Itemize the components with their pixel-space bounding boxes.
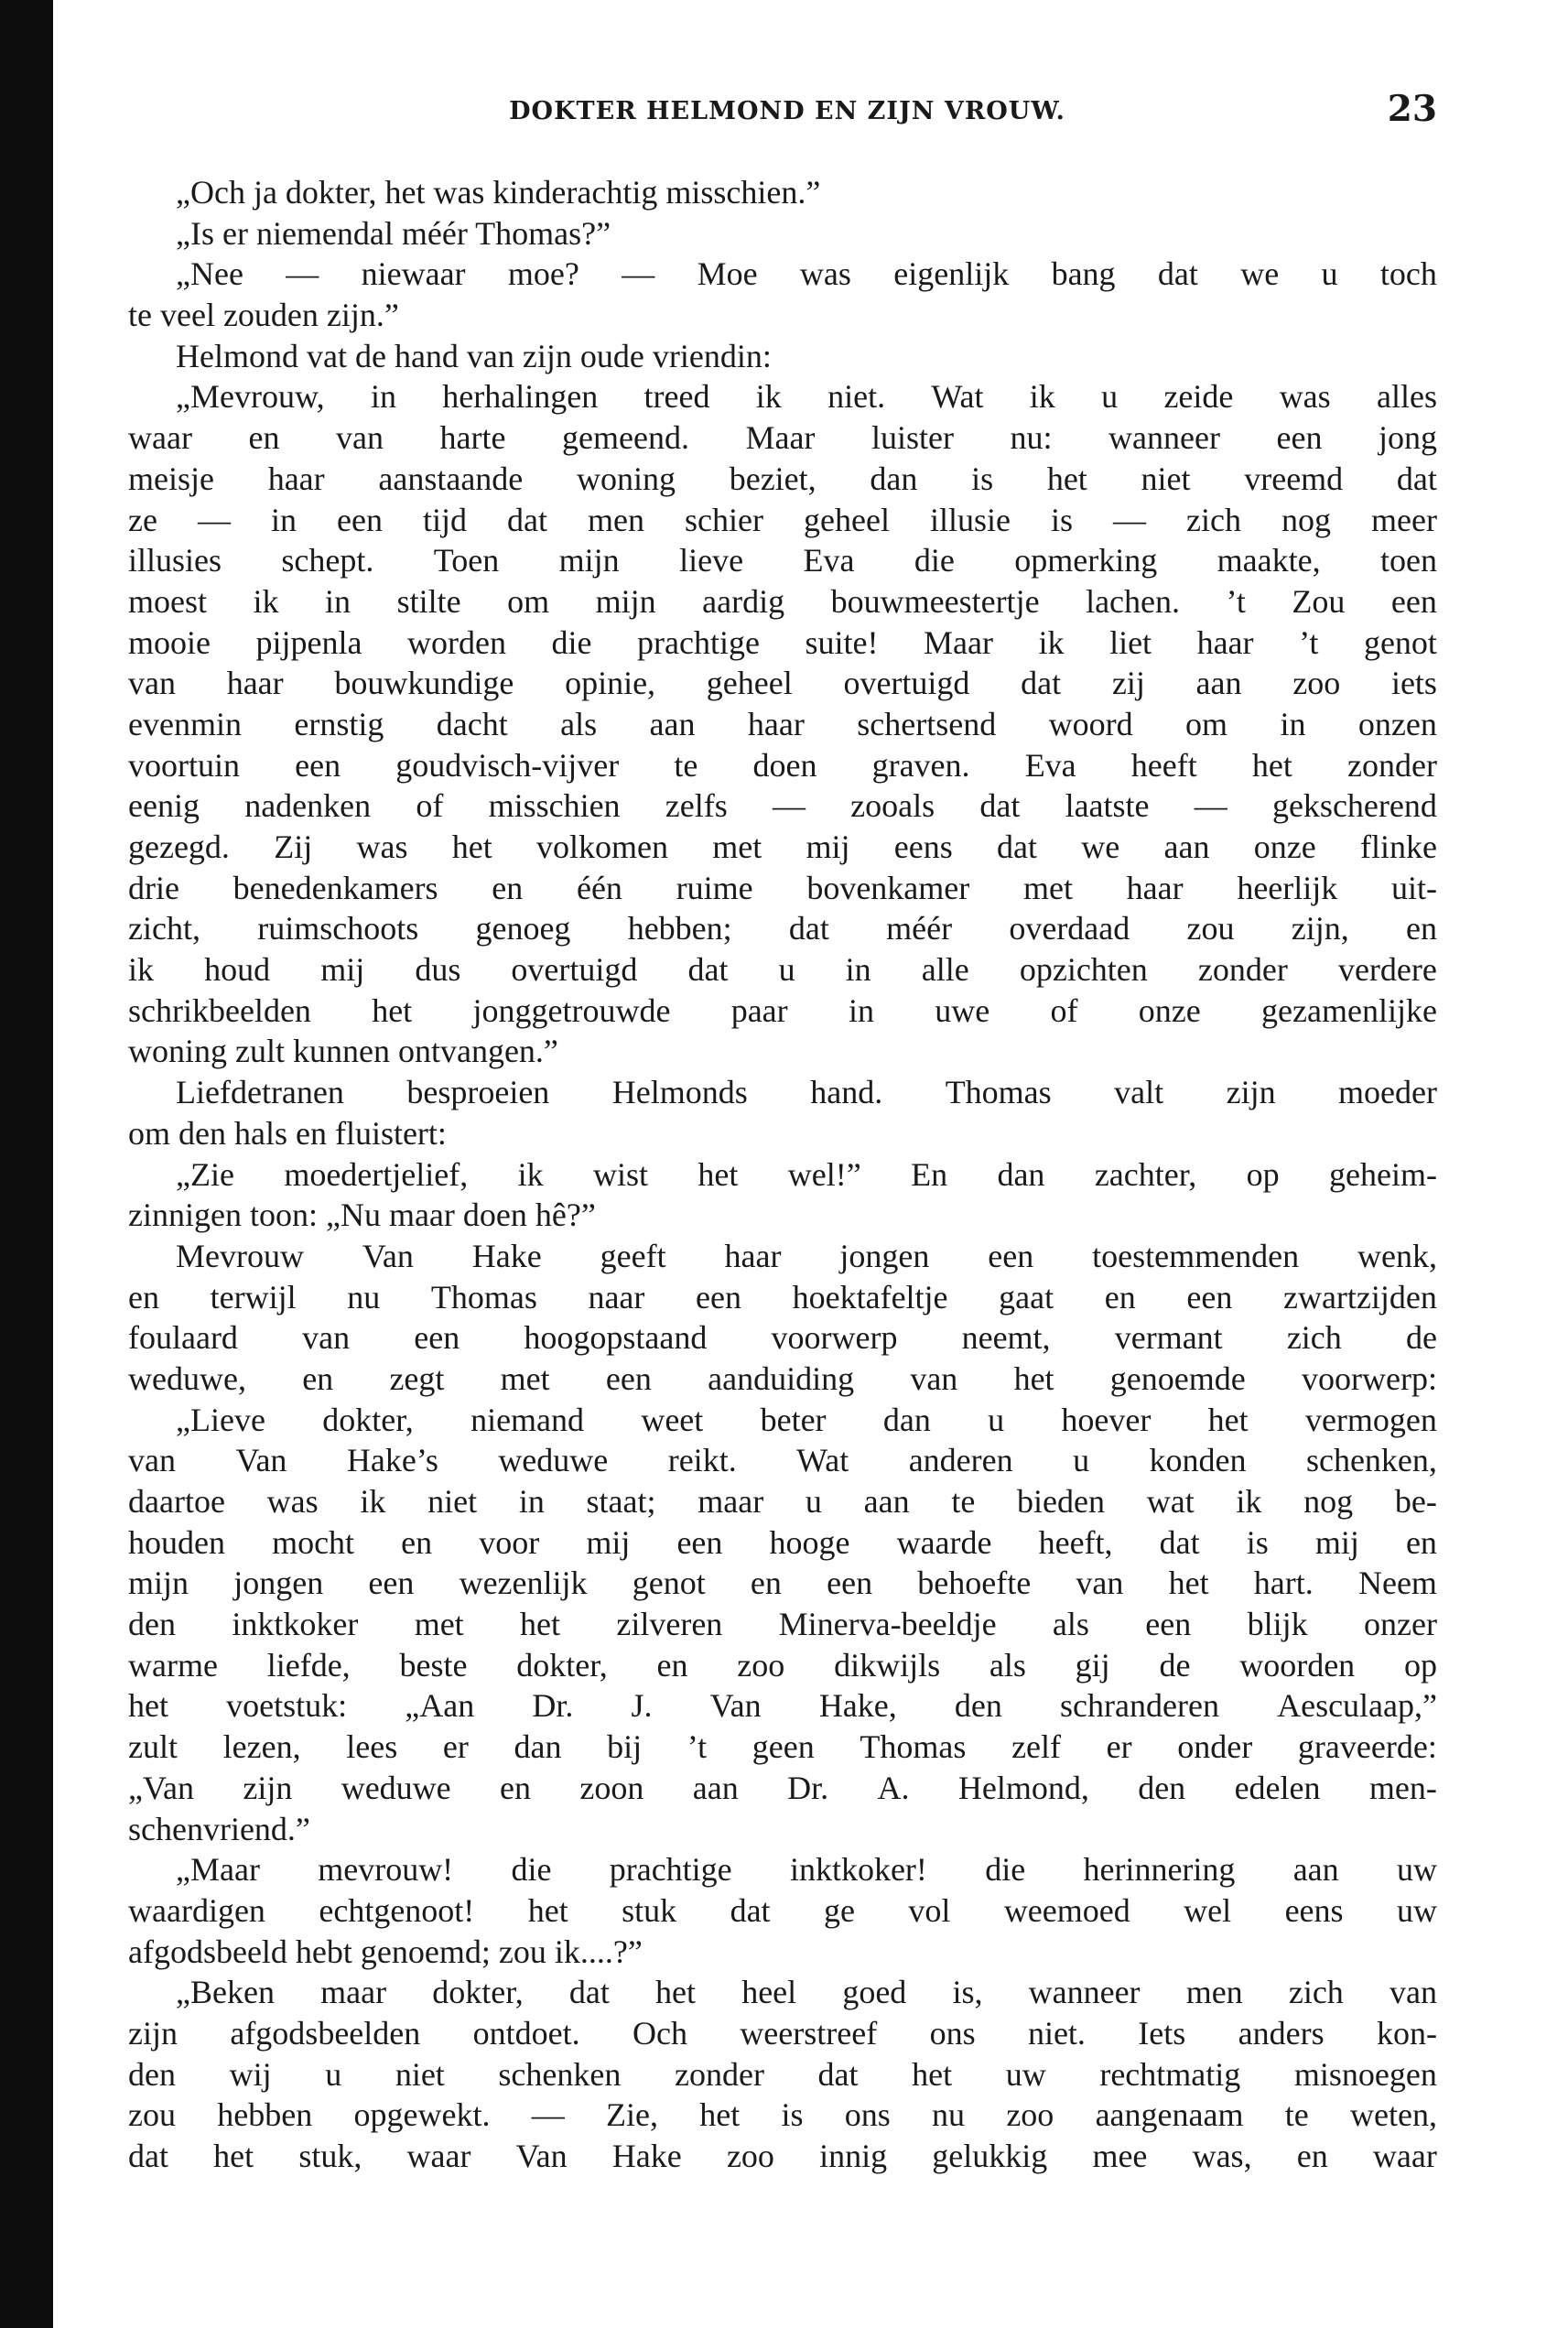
text-line: zou hebben opgewekt. — Zie, het is ons nu zoo aangenaam te weten, [128, 2096, 1437, 2134]
text-line: weduwe, en zegt met een aanduiding van het genoemde voorwerp: [128, 1359, 1437, 1397]
text-line: van Van Hake’s weduwe reikt. Wat anderen u konden schenken, [128, 1442, 1437, 1479]
text-line: warme liefde, beste dokter, en zoo dikwijls als gij de woorden op [128, 1646, 1437, 1684]
text-line: „Mevrouw, in herhalingen treed ik niet. Wat ik u zeide was alles [176, 378, 1437, 416]
text-line: „Maar mevrouw! die prachtige inktkoker! die herinnering aan uw [176, 1851, 1437, 1889]
running-head [137, 88, 1437, 143]
text-line: ik houd mij dus overtuigd dat u in alle opzichten zonder verdere [128, 951, 1437, 989]
text-line: houden mocht en voor mij een hooge waarde heeft, dat is mij en [128, 1523, 1437, 1561]
text-line: Liefdetranen besproeien Helmonds hand. Thomas valt zijn moeder [176, 1074, 1437, 1111]
text-line: meisje haar aanstaande woning beziet, dan is het niet vreemd dat [128, 460, 1437, 497]
text-line: zicht, ruimschoots genoeg hebben; dat méér overdaad zou zijn, en [128, 910, 1437, 947]
text-line: het voetstuk: „Aan Dr. J. Van Hake, den schranderen Aesculaap,” [128, 1687, 1437, 1725]
text-line: en terwijl nu Thomas naar een hoektafeltje gaat en een zwartzijden [128, 1278, 1437, 1316]
text-line: daartoe was ik niet in staat; maar u aan te bieden wat ik nog be- [128, 1483, 1437, 1520]
text-line: van haar bouwkundige opinie, geheel overtuigd dat zij aan zoo iets [128, 665, 1437, 702]
running-title: DOKTER HELMOND EN ZIJN VROUW. [509, 97, 1065, 125]
text-line: den wij u niet schenken zonder dat het uw rechtmatig misnoegen [128, 2055, 1437, 2093]
text-line: moest ik in stilte om mijn aardig bouwmeestertje lachen. ’t Zou een [128, 582, 1437, 620]
text-line: ze — in een tijd dat men schier geheel illusie is — zich nog meer [128, 501, 1437, 538]
text-line: dat het stuk, waar Van Hake zoo innig gelukkig mee was, en waar [128, 2138, 1437, 2174]
text-line: illusies schept. Toen mijn lieve Eva die opmerking maakte, toen [128, 542, 1437, 579]
body-text [128, 172, 1437, 2177]
text-line: zult lezen, lees er dan bij ’t geen Thomas zelf er onder graveerde: [128, 1728, 1437, 1766]
text-line: waardigen echtgenoot! het stuk dat ge vol weemoed wel eens uw [128, 1891, 1437, 1929]
text-line: den inktkoker met het zilveren Minerva-beeldje als een blijk onzer [128, 1606, 1437, 1643]
text-line: „Lieve dokter, niemand weet beter dan u hoever het vermogen [176, 1401, 1437, 1438]
text-line: foulaard van een hoogopstaand voorwerp neemt, vermant zich de [128, 1319, 1437, 1357]
text-line: woning zult kunnen ontvangen.” [128, 1033, 558, 1070]
text-line: te veel zouden zijn.” [128, 297, 399, 334]
text-line: „Beken maar dokter, dat het heel goed is, wanneer men zich van [176, 1974, 1437, 2011]
text-line: schenvriend.” [128, 1810, 310, 1847]
text-line: „Nee — niewaar moe? — Moe was eigenlijk bang dat we u toch [176, 255, 1437, 293]
text-line: Mevrouw Van Hake geeft haar jongen een toestemmenden wenk, [176, 1237, 1437, 1274]
text-line: schrikbeelden het jonggetrouwde paar in uwe of onze gezamenlijke [128, 991, 1437, 1029]
text-line: „Zie moedertjelief, ik wist het wel!” En dan zachter, op geheim- [176, 1155, 1437, 1193]
text-line: „Van zijn weduwe en zoon aan Dr. A. Helmond, den edelen men- [128, 1769, 1437, 1806]
text-line: „Is er niemendal méér Thomas?” [176, 214, 611, 252]
text-line: zinnigen toon: „Nu maar doen hê?” [128, 1196, 596, 1234]
text-line: mooie pijpenla worden die prachtige suite! Maar ik liet haar ’t genot [128, 623, 1437, 661]
page-number: 23 [1387, 88, 1437, 130]
text-line: evenmin ernstig dacht als aan haar schertsend woord om in onzen [128, 705, 1437, 742]
text-line: waar en van harte gemeend. Maar luister nu: wanneer een jong [128, 419, 1437, 457]
text-line: mijn jongen een wezenlijk genot en een behoefte van het hart. Neem [128, 1565, 1437, 1602]
text-line: Helmond vat de hand van zijn oude vriendin: [176, 337, 772, 374]
text-line: zijn afgodsbeelden ontdoet. Och weerstreef ons niet. Iets anders kon- [128, 2014, 1437, 2052]
text-line: voortuin een goudvisch-vijver te doen graven. Eva heeft het zonder [128, 746, 1437, 784]
text-line: gezegd. Zij was het volkomen met mij eens dat we aan onze flinke [128, 828, 1437, 865]
text-line: om den hals en fluistert: [128, 1114, 447, 1152]
text-line: afgodsbeeld hebt genoemd; zou ik....?” [128, 1933, 643, 1970]
text-line: eenig nadenken of misschien zelfs — zooals dat laatste — gekscherend [128, 787, 1437, 825]
text-line: drie benedenkamers en één ruime bovenkamer met haar heerlijk uit- [128, 869, 1437, 906]
text-line: „Och ja dokter, het was kinderachtig misschien.” [176, 174, 821, 211]
